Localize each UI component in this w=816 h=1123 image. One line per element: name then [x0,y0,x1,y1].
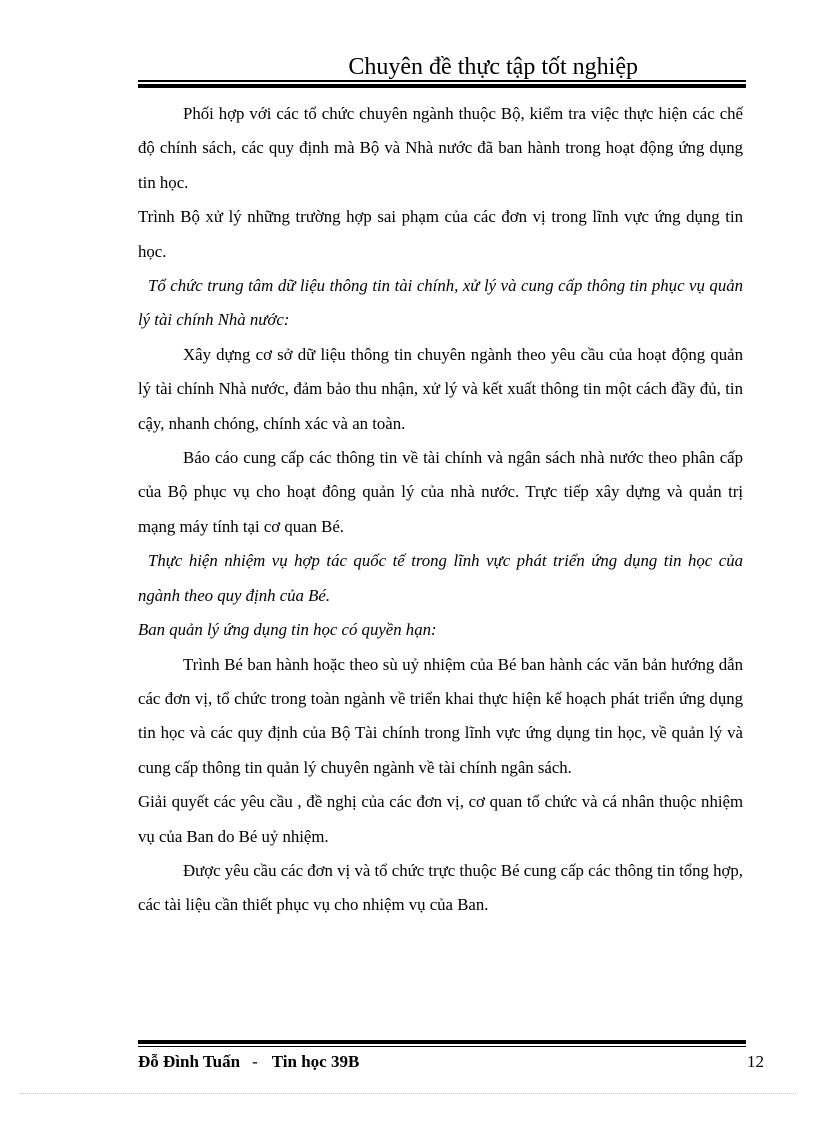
footer-rule-thin [138,1046,746,1047]
paragraph-authority-heading: Ban quản lý ứng dụng tin học có quyền hạn: [138,620,437,640]
page-bottom-dotted-border [20,1093,796,1094]
paragraph-international-cooperation: Thực hiện nhiệm vụ hợp tác quốc tế trong lĩnh vực phát triển ứng dụng tin học của ngành theo quy định của Bé. [138,551,743,605]
paragraph-violations: Trình Bộ xử lý những trường hợp sai phạm của các đơn vị trong lĩnh vực ứng dụng tin học. [138,207,743,261]
footer-author: Đỗ Đình Tuấn [138,1052,241,1071]
paragraph-requests: Giải quyết các yêu cầu , đề nghị của các đơn vị, cơ quan tổ chức và cá nhân thuộc nhiệm vụ của Ban do Bé uỷ nhiệm. [138,792,743,846]
header-rule-thick [138,84,746,88]
footer-class: Tin học 39B [271,1052,360,1071]
page-header-title: Chuyên đề thực tập tốt nghiệp [348,54,638,80]
paragraph-information-supply: Được yêu cầu các đơn vị và tổ chức trực thuộc Bé cung cấp các thông tin tổng hợp, các tài liệu cần thiết phục vụ cho nhiệm vụ của Ban. [138,860,743,915]
footer-rule-thick [138,1040,746,1044]
footer-separator: - [252,1052,258,1071]
document-body [138,97,743,923]
paragraph-data-center-heading: Tổ chức trung tâm dữ liệu thông tin tài chính, xử lý và cung cấp thông tin phục vụ quản lý tài chính Nhà nước: [138,276,743,330]
paragraph-guidance-documents: Trình Bé ban hành hoặc theo sù uỷ nhiệm của Bé ban hành các văn bản hướng dẫn các đơn vị, tổ chức trong toàn ngành về triển khai thực hiện kế hoạch phát triển ứng dụng tin học và các quy định của Bộ Tài chính trong lĩnh vực ứng dụng tin học, về quản lý và cung cấp thông tin quản lý chuyên ngành về tài chính ngân sách. [138,654,743,777]
header-rule-thin [138,80,746,82]
page-footer [138,1049,764,1075]
page-number: 12 [747,1052,764,1071]
paragraph-reporting: Báo cáo cung cấp các thông tin về tài chính và ngân sách nhà nước theo phân cấp của Bộ phục vụ cho hoạt đông quản lý của nhà nước. Trực tiếp xây dựng và quản trị mạng máy tính tại cơ quan Bé. [138,448,743,536]
paragraph-database: Xây dựng cơ sở dữ liệu thông tin chuyên ngành theo yêu cầu của hoạt động quản lý tài chính Nhà nước, đảm bảo thu nhận, xử lý và kết xuất thông tin một cách đầy đủ, tin cậy, nhanh chóng, chính xác và an toàn. [138,344,743,433]
paragraph-coordination: Phối hợp với các tổ chức chuyên ngành thuộc Bộ, kiểm tra việc thực hiện các chế độ chính sách, các quy định mà Bộ và Nhà nước đã ban hành trong hoạt động ứng dụng tin học. [138,104,743,192]
